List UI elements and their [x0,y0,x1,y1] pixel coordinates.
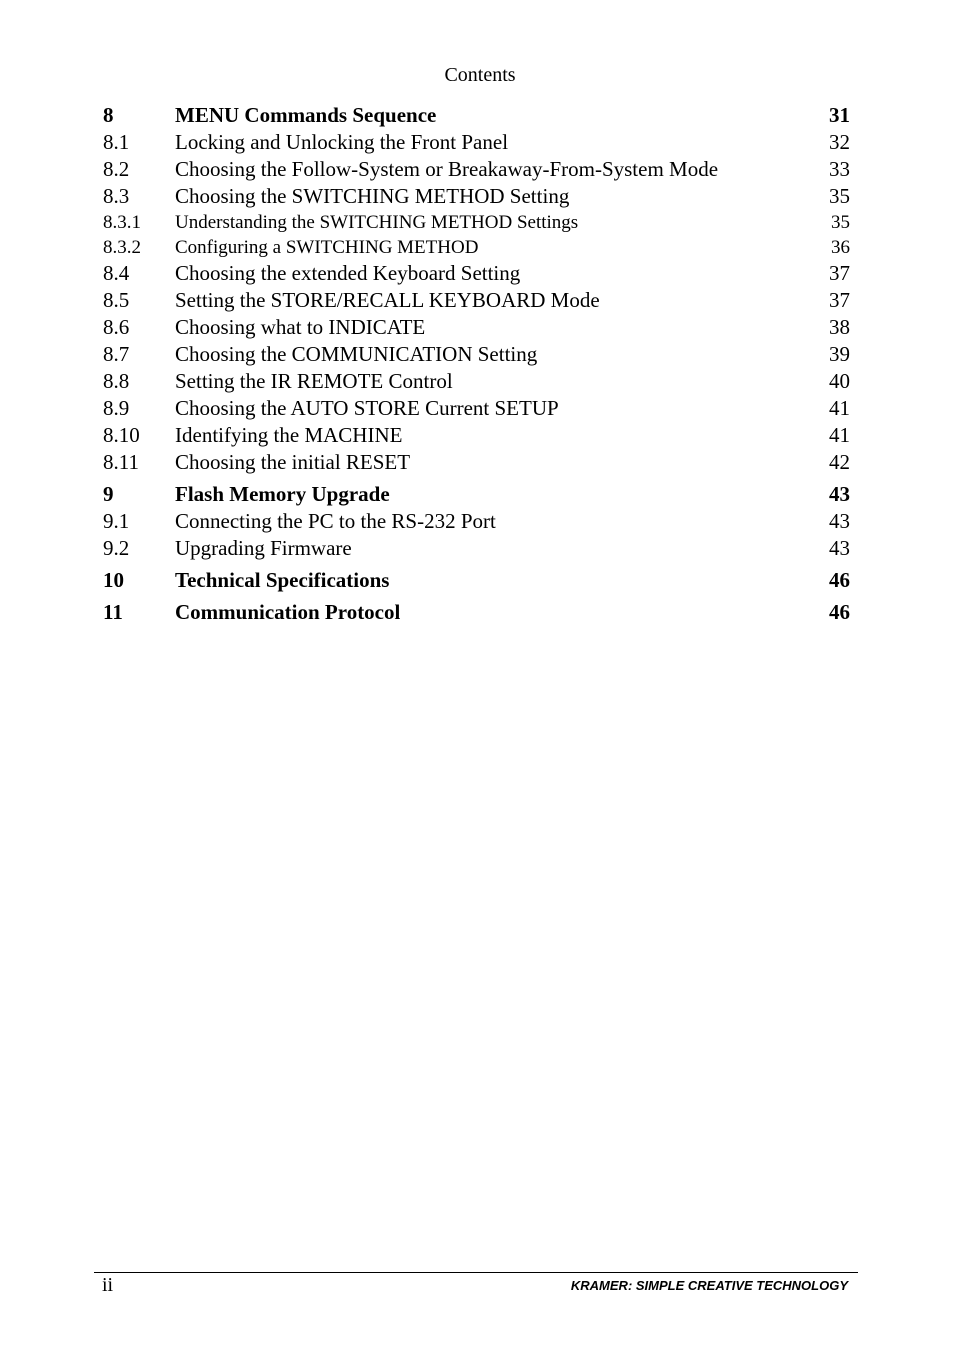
toc-entry-number: 11 [103,600,123,624]
toc-entry[interactable] [103,449,850,476]
toc-entry-title: Choosing the SWITCHING METHOD Setting [175,184,570,208]
toc-entry-title: Flash Memory Upgrade [175,482,390,506]
toc-entry-page: 31 [829,103,850,127]
toc-entry-title: Choosing the extended Keyboard Setting [175,261,521,285]
toc-entry-page: 40 [829,369,850,393]
toc-entry[interactable] [103,129,850,156]
toc-entry-number: 8.6 [103,315,130,339]
toc-entry-title: MENU Commands Sequence [175,103,437,127]
toc-entry-title: Locking and Unlocking the Front Panel [175,130,509,154]
toc-entry-title: Upgrading Firmware [175,536,352,560]
toc-entry-page: 37 [829,261,850,285]
toc-entry-page: 32 [829,130,850,154]
toc-entry-page: 38 [829,315,850,339]
toc-entry-number: 8.1 [103,130,130,154]
toc-entry-number: 8.3.2 [103,237,141,258]
toc-entry-number: 8.7 [103,342,130,366]
toc-entry-number: 8.5 [103,288,130,312]
toc-entry[interactable] [103,183,850,210]
toc-entry-number: 9 [103,482,114,506]
toc-entry-title: Setting the STORE/RECALL KEYBOARD Mode [175,288,600,312]
toc-entry-page: 33 [829,157,850,181]
toc-entry-number: 8.3 [103,184,130,208]
toc-entry-page: 46 [829,600,850,624]
toc-entry-page: 42 [829,450,850,474]
toc-entry[interactable] [103,156,850,183]
toc-entry-number: 8.11 [103,450,139,474]
toc-entry-page: 39 [829,342,850,366]
toc-entry-number: 10 [103,568,124,592]
toc-entry[interactable] [103,210,850,235]
toc-entry[interactable] [103,422,850,449]
toc-entry-title: Understanding the SWITCHING METHOD Settings [175,212,579,233]
toc-entry-page: 41 [829,396,850,420]
toc-entry-title: Choosing the COMMUNICATION Setting [175,342,538,366]
toc-entry[interactable] [103,567,850,594]
toc-entry-page: 41 [829,423,850,447]
toc-entry[interactable] [103,508,850,535]
toc-entry-page: 36 [831,237,850,258]
footer-page-number: ii [102,1274,114,1296]
toc-entry-page: 43 [829,482,850,506]
toc-entry-title: Choosing what to INDICATE [175,315,426,339]
toc-entry-title: Choosing the initial RESET [175,450,411,474]
footer-tagline: KRAMER: SIMPLE CREATIVE TECHNOLOGY [570,1278,848,1293]
table-of-contents [103,102,850,626]
toc-entry-title: Configuring a SWITCHING METHOD [175,237,479,258]
toc-entry-page: 35 [829,184,850,208]
toc-entry[interactable] [103,481,850,508]
toc-entry[interactable] [103,599,850,626]
toc-entry-number: 8.2 [103,157,130,181]
toc-entry-page: 37 [829,288,850,312]
toc-entry-number: 8.3.1 [103,212,141,233]
toc-entry-number: 8.8 [103,369,130,393]
toc-entry[interactable] [103,535,850,562]
toc-entry-number: 9.1 [103,509,130,533]
toc-entry-page: 46 [829,568,850,592]
toc-entry[interactable] [103,102,850,129]
toc-entry-number: 8.4 [103,261,130,285]
toc-entry-page: 43 [829,536,850,560]
toc-entry-title: Identifying the MACHINE [175,423,403,447]
toc-entry[interactable] [103,395,850,422]
page-header-title: Contents [444,64,516,86]
toc-entry[interactable] [103,260,850,287]
toc-entry-number: 8.10 [103,423,140,447]
toc-entry-number: 9.2 [103,536,130,560]
toc-entry[interactable] [103,314,850,341]
toc-entry-page: 43 [829,509,850,533]
toc-entry[interactable] [103,341,850,368]
toc-entry-title: Connecting the PC to the RS-232 Port [175,509,496,533]
toc-entry[interactable] [103,287,850,314]
toc-entry-title: Setting the IR REMOTE Control [175,369,453,393]
toc-entry-title: Technical Specifications [175,568,390,592]
toc-entry-number: 8 [103,103,114,127]
toc-entry-title: Choosing the AUTO STORE Current SETUP [175,396,559,420]
toc-entry-number: 8.9 [103,396,130,420]
footer-divider [94,1272,858,1273]
toc-entry-title: Communication Protocol [175,600,401,624]
toc-entry[interactable] [103,368,850,395]
toc-entry-title: Choosing the Follow-System or Breakaway-From-System Mode [175,157,719,181]
toc-entry-page: 35 [831,212,850,233]
toc-entry[interactable] [103,235,850,260]
